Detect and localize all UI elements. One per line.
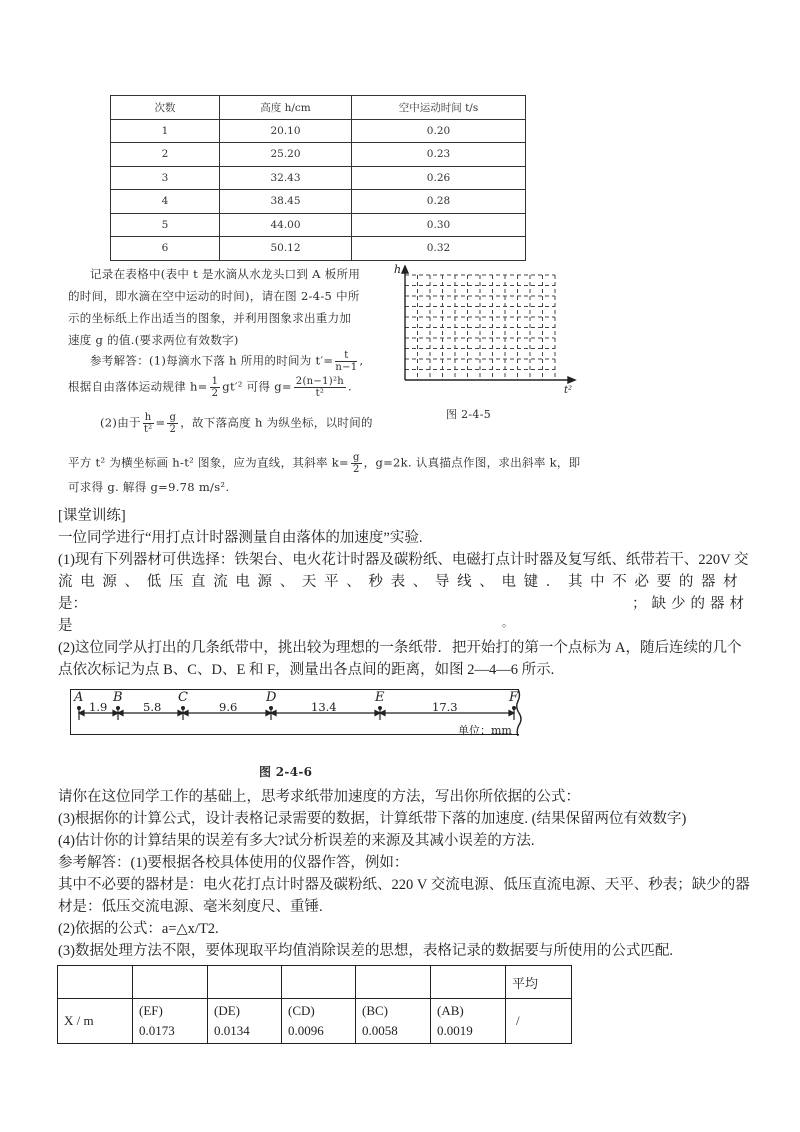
section-title: [课堂训练] bbox=[58, 508, 126, 524]
table-cell: 0.28 bbox=[352, 190, 526, 214]
table-cell: 1 bbox=[111, 119, 220, 143]
x-axis-label: t² bbox=[564, 385, 573, 396]
point-label-a: A bbox=[74, 690, 84, 705]
char: 天 bbox=[301, 574, 317, 590]
header-cell: 高度 h/cm bbox=[220, 96, 352, 120]
char: 导 bbox=[434, 574, 450, 590]
answer-line-5: 可求得 g. 解得 g=9.78 m/s². bbox=[68, 480, 230, 494]
char: 其 bbox=[567, 574, 583, 590]
coordinate-grid-figure bbox=[390, 265, 580, 400]
point-label-d: D bbox=[266, 690, 277, 705]
segment-name: (AB) bbox=[437, 1003, 464, 1018]
answer-text: ，故下落高度 h 为纵坐标，以时间的 bbox=[180, 415, 373, 430]
numerator: g bbox=[169, 412, 177, 423]
table-cell: 6 bbox=[111, 237, 220, 261]
table-cell bbox=[133, 999, 208, 1044]
char: 低 bbox=[146, 574, 162, 590]
table-cell: 5 bbox=[111, 213, 220, 237]
answer-line: 参考解答：(1)要根据各校具体使用的仪器作答，例如： bbox=[58, 855, 409, 871]
answer-line-1: 参考解答：(1)每滴水下落 h 所用的时间为 t′= $\frac{t}{n-1}$ , bbox=[90, 350, 364, 373]
table-cell: 25.20 bbox=[220, 143, 352, 167]
problem-line: 示的坐标纸上作出适当的图象，并利用图象求出重力加 bbox=[68, 311, 352, 325]
char: 、 bbox=[412, 574, 428, 590]
fraction bbox=[167, 412, 178, 435]
char: 必 bbox=[634, 574, 649, 590]
char: 电 bbox=[501, 574, 516, 590]
char: 表 bbox=[390, 574, 406, 590]
fraction bbox=[210, 376, 221, 399]
char: 源 bbox=[257, 574, 273, 590]
denominator: 2 bbox=[169, 424, 177, 435]
table-cell: 0.20 bbox=[352, 119, 526, 143]
answer-line: 材是：低压交流电源、毫米刻度尺、重锤. bbox=[58, 899, 323, 915]
grid-svg bbox=[390, 265, 580, 400]
answer-text: gt′² 可得 g= bbox=[222, 379, 292, 394]
problem-line: 速度 g 的值.(要求两位有效数字) bbox=[68, 333, 239, 347]
answer-blank-label: 是 bbox=[58, 618, 73, 634]
header-cell bbox=[282, 966, 356, 999]
average-cell: / bbox=[506, 999, 572, 1044]
table-row bbox=[111, 166, 526, 190]
char: 流 bbox=[58, 574, 73, 590]
answer-text: 平方 t² 为横坐标画 h-t² 图象，应为直线，其斜率 k= bbox=[68, 455, 349, 470]
table-header-row bbox=[111, 96, 526, 120]
fraction bbox=[335, 350, 357, 373]
char: 的 bbox=[678, 574, 694, 590]
period-mark: 。 bbox=[502, 617, 513, 629]
figure-caption: 图 2-4-6 bbox=[259, 765, 313, 779]
problem-line: 记录在表格中(表中 t 是水滴从水龙头口到 A 板所用 bbox=[90, 267, 361, 281]
char: 器 bbox=[700, 574, 716, 590]
point-label-f: F bbox=[509, 690, 519, 705]
table-cell bbox=[208, 999, 282, 1044]
table-cell: 0.30 bbox=[352, 213, 526, 237]
segment-name: (BC) bbox=[362, 1003, 388, 1018]
char: 、 bbox=[479, 574, 494, 590]
segment-bc-length: 5.8 bbox=[143, 700, 162, 714]
denominator: 2 bbox=[352, 464, 360, 475]
table-cell bbox=[356, 999, 431, 1044]
y-axis-label: h bbox=[394, 263, 402, 276]
char: 中 bbox=[590, 574, 605, 590]
question-1-line: (1)现有下列器材可供选择：铁架台、电火花计时器及碳粉纸、电磁打点计时器及复写纸、纸带若干、220V 交 bbox=[58, 552, 749, 568]
char: 不 bbox=[612, 574, 627, 590]
point-label-c: C bbox=[178, 690, 188, 705]
header-cell bbox=[208, 966, 282, 999]
question-2-line: 点依次标记为点 B、C、D、E 和 F，测量出各点间的距离，如图 2—4—6 所示. bbox=[58, 662, 555, 678]
answer-text: 根据自由落体运动规律 h= bbox=[68, 379, 208, 394]
problem-line: 的时间，即水滴在空中运动的时间)，请在图 2-4-5 中所 bbox=[68, 289, 360, 303]
numerator: 1 bbox=[211, 376, 219, 387]
table-row bbox=[111, 237, 526, 261]
answer-line: (2)依据的公式：a=△x/T2. bbox=[58, 921, 219, 937]
displacement-table bbox=[57, 965, 572, 1044]
numerator: t bbox=[335, 350, 357, 362]
char: 直 bbox=[191, 574, 206, 590]
char: ． bbox=[545, 574, 561, 590]
table-cell: 2 bbox=[111, 143, 220, 167]
answer-line-3 bbox=[100, 412, 373, 435]
header-cell bbox=[431, 966, 506, 999]
numerator: h bbox=[144, 412, 152, 423]
table-cell: 0.23 bbox=[352, 143, 526, 167]
char: 、 bbox=[279, 574, 295, 590]
segment-value: 0.0173 bbox=[139, 1023, 175, 1038]
table-cell: 0.26 bbox=[352, 166, 526, 190]
segment-name: (CD) bbox=[288, 1003, 315, 1018]
falling-drop-data-table bbox=[110, 95, 526, 261]
header-cell: 空中运动时间 t/s bbox=[352, 96, 526, 120]
char: 秒 bbox=[368, 574, 383, 590]
table-cell: 4 bbox=[111, 190, 220, 214]
segment-ef-length: 17.3 bbox=[432, 700, 458, 714]
question-2-line: (2)这位同学从打出的几条纸带中，挑出较为理想的一条纸带．把开始打的第一个点标为 A，随后连续的几个 bbox=[58, 640, 742, 656]
prompt-line: 请你在这位同学工作的基础上，思考求纸带加速度的方法，写出你所依据的公式： bbox=[58, 789, 580, 805]
table-cell: 32.43 bbox=[220, 166, 352, 190]
equals-sign: = bbox=[155, 415, 166, 430]
numerator: 2(n−1)²h bbox=[295, 376, 344, 387]
fraction bbox=[351, 452, 362, 475]
denominator: n−1 bbox=[335, 362, 358, 373]
table-header-row bbox=[58, 966, 572, 999]
table-cell: 20.10 bbox=[220, 119, 352, 143]
segment-value: 0.0058 bbox=[362, 1023, 398, 1038]
char: 平 bbox=[324, 574, 339, 590]
table-cell: 0.32 bbox=[352, 237, 526, 261]
segment-de-length: 13.4 bbox=[311, 700, 337, 714]
segment-cd-length: 9.6 bbox=[219, 700, 238, 714]
segment-name: (EF) bbox=[139, 1003, 163, 1018]
table-row bbox=[111, 143, 526, 167]
answer-text: 参考解答：(1)每滴水下落 h 所用的时间为 t′= bbox=[90, 353, 334, 368]
denominator: t² bbox=[315, 388, 325, 399]
char: 电 bbox=[235, 574, 250, 590]
fraction bbox=[294, 376, 346, 399]
unit-label: 单位：mm bbox=[458, 724, 512, 737]
question-4-line: (4)估计你的计算结果的误差有多大?试分析误差的来源及其减小误差的方法. bbox=[58, 833, 535, 849]
answer-text: ，g=2k. 认真描点作图，求出斜率 k，即 bbox=[363, 455, 581, 470]
char: 、 bbox=[346, 574, 361, 590]
header-cell bbox=[356, 966, 431, 999]
figure-caption: 图 2-4-5 bbox=[446, 408, 492, 421]
char: 流 bbox=[213, 574, 228, 590]
char: 要 bbox=[656, 574, 672, 590]
exercise-intro: 一位同学进行“用打点计时器测量自由落体的加速度”实验. bbox=[58, 530, 423, 546]
table-row bbox=[111, 119, 526, 143]
point-label-b: B bbox=[113, 690, 123, 705]
char: 压 bbox=[168, 574, 184, 590]
question-3-line: (3)根据你的计算公式，设计表格记录需要的数据，计算纸带下落的加速度. (结果保留两位有效数字) bbox=[58, 811, 687, 827]
table-row bbox=[111, 213, 526, 237]
answer-blank-label: 是： bbox=[58, 596, 87, 612]
answer-line-2: 根据自由落体运动规律 h= $\frac{1}{2}$ gt′² 可得 g= $\frac{\text{2(n−1)²h}}{\text{t²}}$ . bbox=[68, 376, 352, 399]
row-label: X / m bbox=[58, 999, 133, 1044]
table-cell bbox=[431, 999, 506, 1044]
char: 、 bbox=[124, 574, 140, 590]
char: 键 bbox=[523, 574, 539, 590]
header-cell: 次数 bbox=[111, 96, 220, 120]
answer-text: (2)由于 bbox=[100, 415, 141, 430]
char: 源 bbox=[102, 574, 117, 590]
answer-line-4 bbox=[68, 452, 580, 475]
table-cell: 44.00 bbox=[220, 213, 352, 237]
segment-value: 0.0096 bbox=[288, 1023, 324, 1038]
point-label-e: E bbox=[375, 690, 385, 705]
table-cell: 3 bbox=[111, 166, 220, 190]
answer-blank-label: ；缺少的器材 bbox=[632, 596, 749, 612]
question-1-justified-line bbox=[58, 571, 738, 593]
denominator: 2 bbox=[211, 388, 219, 399]
segment-value: 0.0134 bbox=[214, 1023, 250, 1038]
table-cell bbox=[282, 999, 356, 1044]
answer-line: (3)数据处理方法不限，要体现取平均值消除误差的思想，表格记录的数据要与所使用的公式匹配. bbox=[58, 943, 674, 959]
table-cell: 38.45 bbox=[220, 190, 352, 214]
header-cell bbox=[133, 966, 208, 999]
segment-ab-length: 1.9 bbox=[89, 700, 108, 714]
char: 材 bbox=[723, 574, 738, 590]
table-row bbox=[111, 190, 526, 214]
header-cell-average: 平均 bbox=[506, 966, 572, 999]
segment-name: (DE) bbox=[214, 1003, 240, 1018]
char: 电 bbox=[80, 574, 95, 590]
table-row bbox=[58, 999, 572, 1044]
table-cell: 50.12 bbox=[220, 237, 352, 261]
answer-line: 其中不必要的器材是：电火花打点计时器及碳粉纸、220 V 交流电源、低压直流电源、天平、秒表；缺少的器 bbox=[58, 877, 750, 893]
segment-value: 0.0019 bbox=[437, 1023, 473, 1038]
header-cell bbox=[58, 966, 133, 999]
fraction bbox=[143, 412, 154, 435]
numerator: g bbox=[352, 452, 360, 463]
char: 线 bbox=[457, 574, 472, 590]
denominator: t² bbox=[143, 424, 153, 435]
